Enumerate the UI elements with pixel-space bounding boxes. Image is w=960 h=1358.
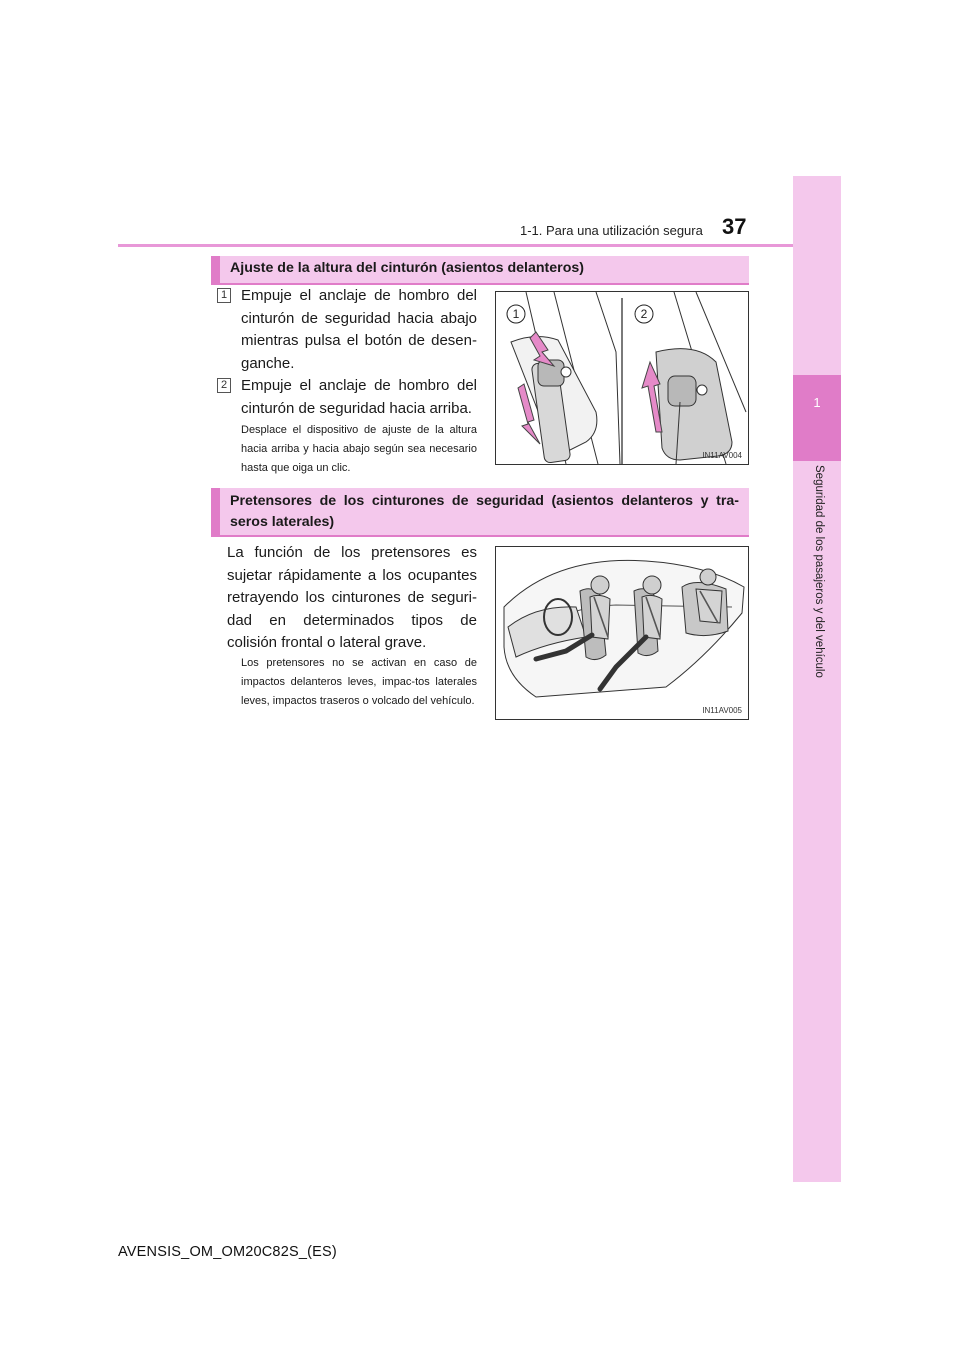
chapter-side-tab-active bbox=[793, 375, 841, 461]
belt-anchor-illustration bbox=[495, 291, 749, 465]
pretensioner-note: Los pretensores no se activan en caso de impactos delanteros leves, impac-tos laterales leves, impactos traseros o volcado del vehículo. bbox=[241, 657, 477, 707]
car-interior-illustration bbox=[495, 546, 749, 720]
step-number-1: 1 bbox=[217, 288, 231, 303]
page-number: 37 bbox=[722, 214, 747, 239]
step-text-2: Empuje el anclaje de hombro del cinturón de seguridad hacia arriba. bbox=[241, 377, 477, 417]
header-divider bbox=[118, 244, 840, 247]
chapter-number: 1 bbox=[813, 395, 821, 410]
figure-code-2: IN11AV005 bbox=[702, 706, 742, 715]
callout-1: 1 bbox=[512, 307, 520, 321]
callout-2: 2 bbox=[640, 307, 648, 321]
adjustment-note: Desplace el dispositivo de ajuste de la altura hacia arriba y hacia abajo según sea necesario hasta que oiga un clic. bbox=[241, 424, 477, 474]
section-heading-pretensioners: Pretensores de los cinturones de seguridad (asientos delanteros y tra-seros laterales) bbox=[211, 488, 749, 537]
pretensioner-description: La función de los pretensores es sujetar rápidamente a los ocupantes retrayendo los cinturones de seguri-dad en determinados tipos de colisión frontal o lateral grave. bbox=[227, 544, 477, 651]
step-text-1: Empuje el anclaje de hombro del cinturón de seguridad hacia abajo mientras pulsa el botón de desen-ganche. bbox=[241, 287, 477, 372]
header-section-title: 1-1. Para una utilización segura bbox=[520, 223, 703, 238]
chapter-title: Seguridad de los pasajeros y del vehículo bbox=[813, 465, 825, 678]
figure-code-1: IN11AV004 bbox=[702, 451, 742, 460]
footer-model-code: AVENSIS_OM_OM20C82S_(ES) bbox=[118, 1244, 337, 1260]
section-heading-belt-height: Ajuste de la altura del cinturón (asientos delanteros) bbox=[211, 256, 749, 285]
step-number-2: 2 bbox=[217, 378, 231, 393]
